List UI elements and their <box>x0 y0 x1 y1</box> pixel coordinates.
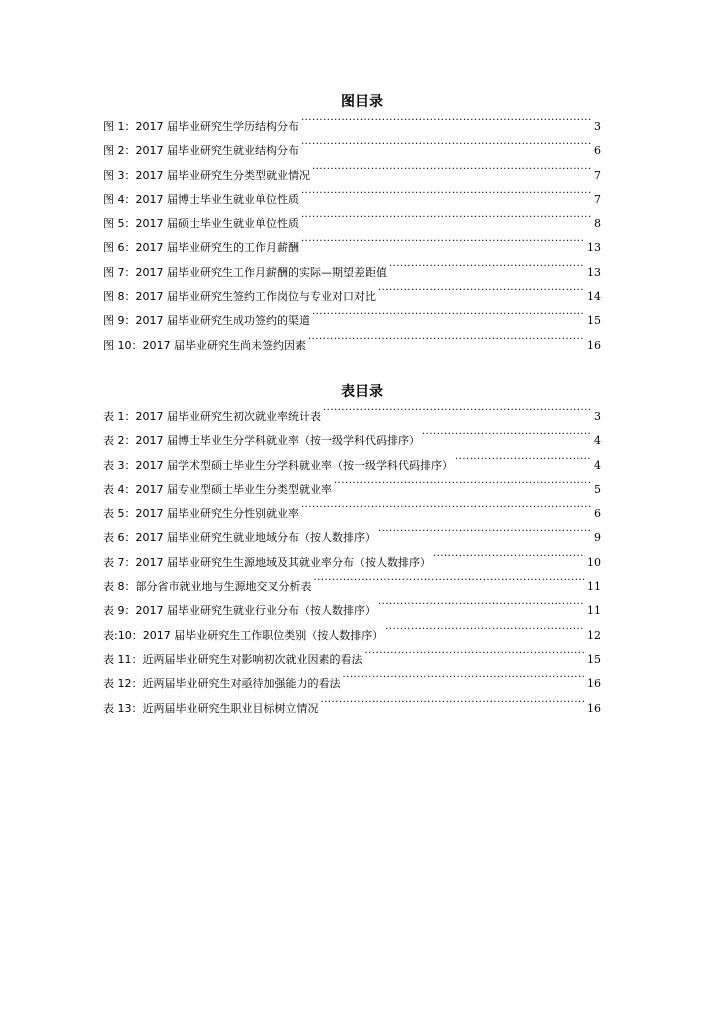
dot-leader <box>301 238 585 251</box>
toc-entry-label: 图 8：2017 届毕业研究生签约工作岗位与专业对口对比 <box>103 290 376 304</box>
dot-leader <box>378 528 592 541</box>
toc-entry[interactable] <box>103 431 601 455</box>
dot-leader <box>378 601 585 614</box>
toc-entry-label: 表 13：近两届毕业研究生职业目标树立情况 <box>103 701 319 715</box>
toc-entry-label: 表 2：2017 届博士毕业生分学科就业率（按一级学科代码排序） <box>103 434 420 448</box>
toc-entry[interactable] <box>103 480 601 504</box>
toc-entry-label: 表 1：2017 届毕业研究生初次就业率统计表 <box>103 410 321 423</box>
toc-entry[interactable] <box>103 456 601 480</box>
table-index-title: 表目录 <box>341 384 383 400</box>
toc-entry[interactable] <box>103 553 601 577</box>
dot-leader <box>301 117 592 130</box>
toc-entry-label: 图 2：2017 届毕业研究生就业结构分布 <box>103 144 299 158</box>
toc-entry-label: 图 9：2017 届毕业研究生成功签约的渠道 <box>103 314 310 328</box>
toc-entry[interactable] <box>103 577 601 601</box>
dot-leader <box>433 553 585 566</box>
toc-entry-label: 表 7：2017 届毕业研究生生源地域及其就业率分布（按人数排序） <box>103 555 431 569</box>
dot-leader <box>301 504 592 517</box>
dot-leader <box>389 263 585 276</box>
toc-page-number: 4 <box>594 458 601 472</box>
dot-leader <box>308 336 585 349</box>
toc-page-number: 8 <box>594 217 601 231</box>
dot-leader <box>422 431 592 444</box>
dot-leader <box>321 699 586 712</box>
dot-leader <box>334 480 592 493</box>
toc-entry-label: 表 4：2017 届专业型硕士毕业生分类型就业率 <box>103 482 332 496</box>
toc-entry[interactable] <box>103 528 601 552</box>
dot-leader <box>323 407 592 420</box>
toc-page-number: 10 <box>587 555 601 569</box>
toc-page-number: 14 <box>587 290 601 304</box>
toc-entry-label: 表 11：近两届毕业研究生对影响初次就业因素的看法 <box>103 652 363 666</box>
toc-page-number: 13 <box>587 241 601 255</box>
toc-page-number: 7 <box>594 168 601 182</box>
toc-page-number: 5 <box>594 482 601 496</box>
dot-leader <box>385 626 585 639</box>
toc-entry-label: 图 10：2017 届毕业研究生尚未签约因素 <box>103 338 306 352</box>
dot-leader <box>455 456 592 469</box>
toc-entry[interactable] <box>103 263 601 287</box>
toc-page-number: 7 <box>594 192 601 206</box>
toc-page-number: 6 <box>594 507 601 521</box>
toc-page-number: 3 <box>594 410 601 423</box>
toc-entry-label: 表:10：2017 届毕业研究生工作职位类别（按人数排序） <box>103 628 384 642</box>
toc-entry-label: 表 5：2017 届毕业研究生分性别就业率 <box>103 507 299 521</box>
dot-leader <box>378 287 585 300</box>
toc-page-number: 11 <box>587 604 601 618</box>
figure-index-title: 图目录 <box>341 94 383 110</box>
dot-leader <box>301 214 592 227</box>
toc-entry[interactable] <box>103 504 601 528</box>
toc-entry-label: 图 6：2017 届毕业研究生的工作月薪酬 <box>103 241 299 255</box>
table-index-list <box>103 407 601 723</box>
toc-entry-label: 表 6：2017 届毕业研究生就业地域分布（按人数排序） <box>103 531 376 545</box>
toc-entry[interactable] <box>103 190 601 214</box>
toc-entry[interactable] <box>103 674 601 698</box>
toc-page-number: 16 <box>587 701 601 715</box>
toc-page-number: 16 <box>587 338 601 352</box>
toc-entry[interactable] <box>103 166 601 190</box>
dot-leader <box>365 650 586 663</box>
toc-entry[interactable] <box>103 407 601 431</box>
toc-entry[interactable] <box>103 117 601 141</box>
toc-page-number: 4 <box>594 434 601 448</box>
toc-entry[interactable] <box>103 214 601 238</box>
toc-entry-label: 表 8：部分省市就业地与生源地交叉分析表 <box>103 580 312 594</box>
toc-page-number: 3 <box>594 120 601 133</box>
toc-entry[interactable] <box>103 287 601 311</box>
toc-entry[interactable] <box>103 650 601 674</box>
dot-leader <box>312 166 592 179</box>
dot-leader <box>314 577 586 590</box>
toc-page-number: 6 <box>594 144 601 158</box>
toc-page-number: 15 <box>587 314 601 328</box>
toc-entry[interactable] <box>103 238 601 262</box>
toc-page-number: 12 <box>587 628 601 642</box>
toc-entry[interactable] <box>103 311 601 335</box>
toc-entry[interactable] <box>103 626 601 650</box>
toc-entry-label: 表 12：近两届毕业研究生对亟待加强能力的看法 <box>103 677 341 691</box>
toc-page-number: 13 <box>587 265 601 279</box>
toc-entry-label: 表 3：2017 届学术型硕士毕业生分学科就业率（按一级学科代码排序） <box>103 458 453 472</box>
toc-entry[interactable] <box>103 601 601 625</box>
dot-leader <box>312 311 585 324</box>
dot-leader <box>301 190 592 203</box>
toc-page-number: 15 <box>587 652 601 666</box>
toc-entry-label: 图 1：2017 届毕业研究生学历结构分布 <box>103 120 299 133</box>
figure-index-list <box>103 117 601 360</box>
toc-entry[interactable] <box>103 699 601 723</box>
dot-leader <box>301 141 592 154</box>
toc-entry-label: 表 9：2017 届毕业研究生就业行业分布（按人数排序） <box>103 604 376 618</box>
toc-entry-label: 图 7：2017 届毕业研究生工作月薪酬的实际—期望差距值 <box>103 265 387 279</box>
toc-entry-label: 图 5：2017 届硕士毕业生就业单位性质 <box>103 217 299 231</box>
dot-leader <box>343 674 586 687</box>
toc-page-number: 9 <box>594 531 601 545</box>
toc-page-number: 11 <box>587 580 601 594</box>
toc-entry[interactable] <box>103 141 601 165</box>
toc-entry-label: 图 4：2017 届博士毕业生就业单位性质 <box>103 192 299 206</box>
toc-entry-label: 图 3：2017 届毕业研究生分类型就业情况 <box>103 168 310 182</box>
toc-entry[interactable] <box>103 336 601 360</box>
toc-page-number: 16 <box>587 677 601 691</box>
